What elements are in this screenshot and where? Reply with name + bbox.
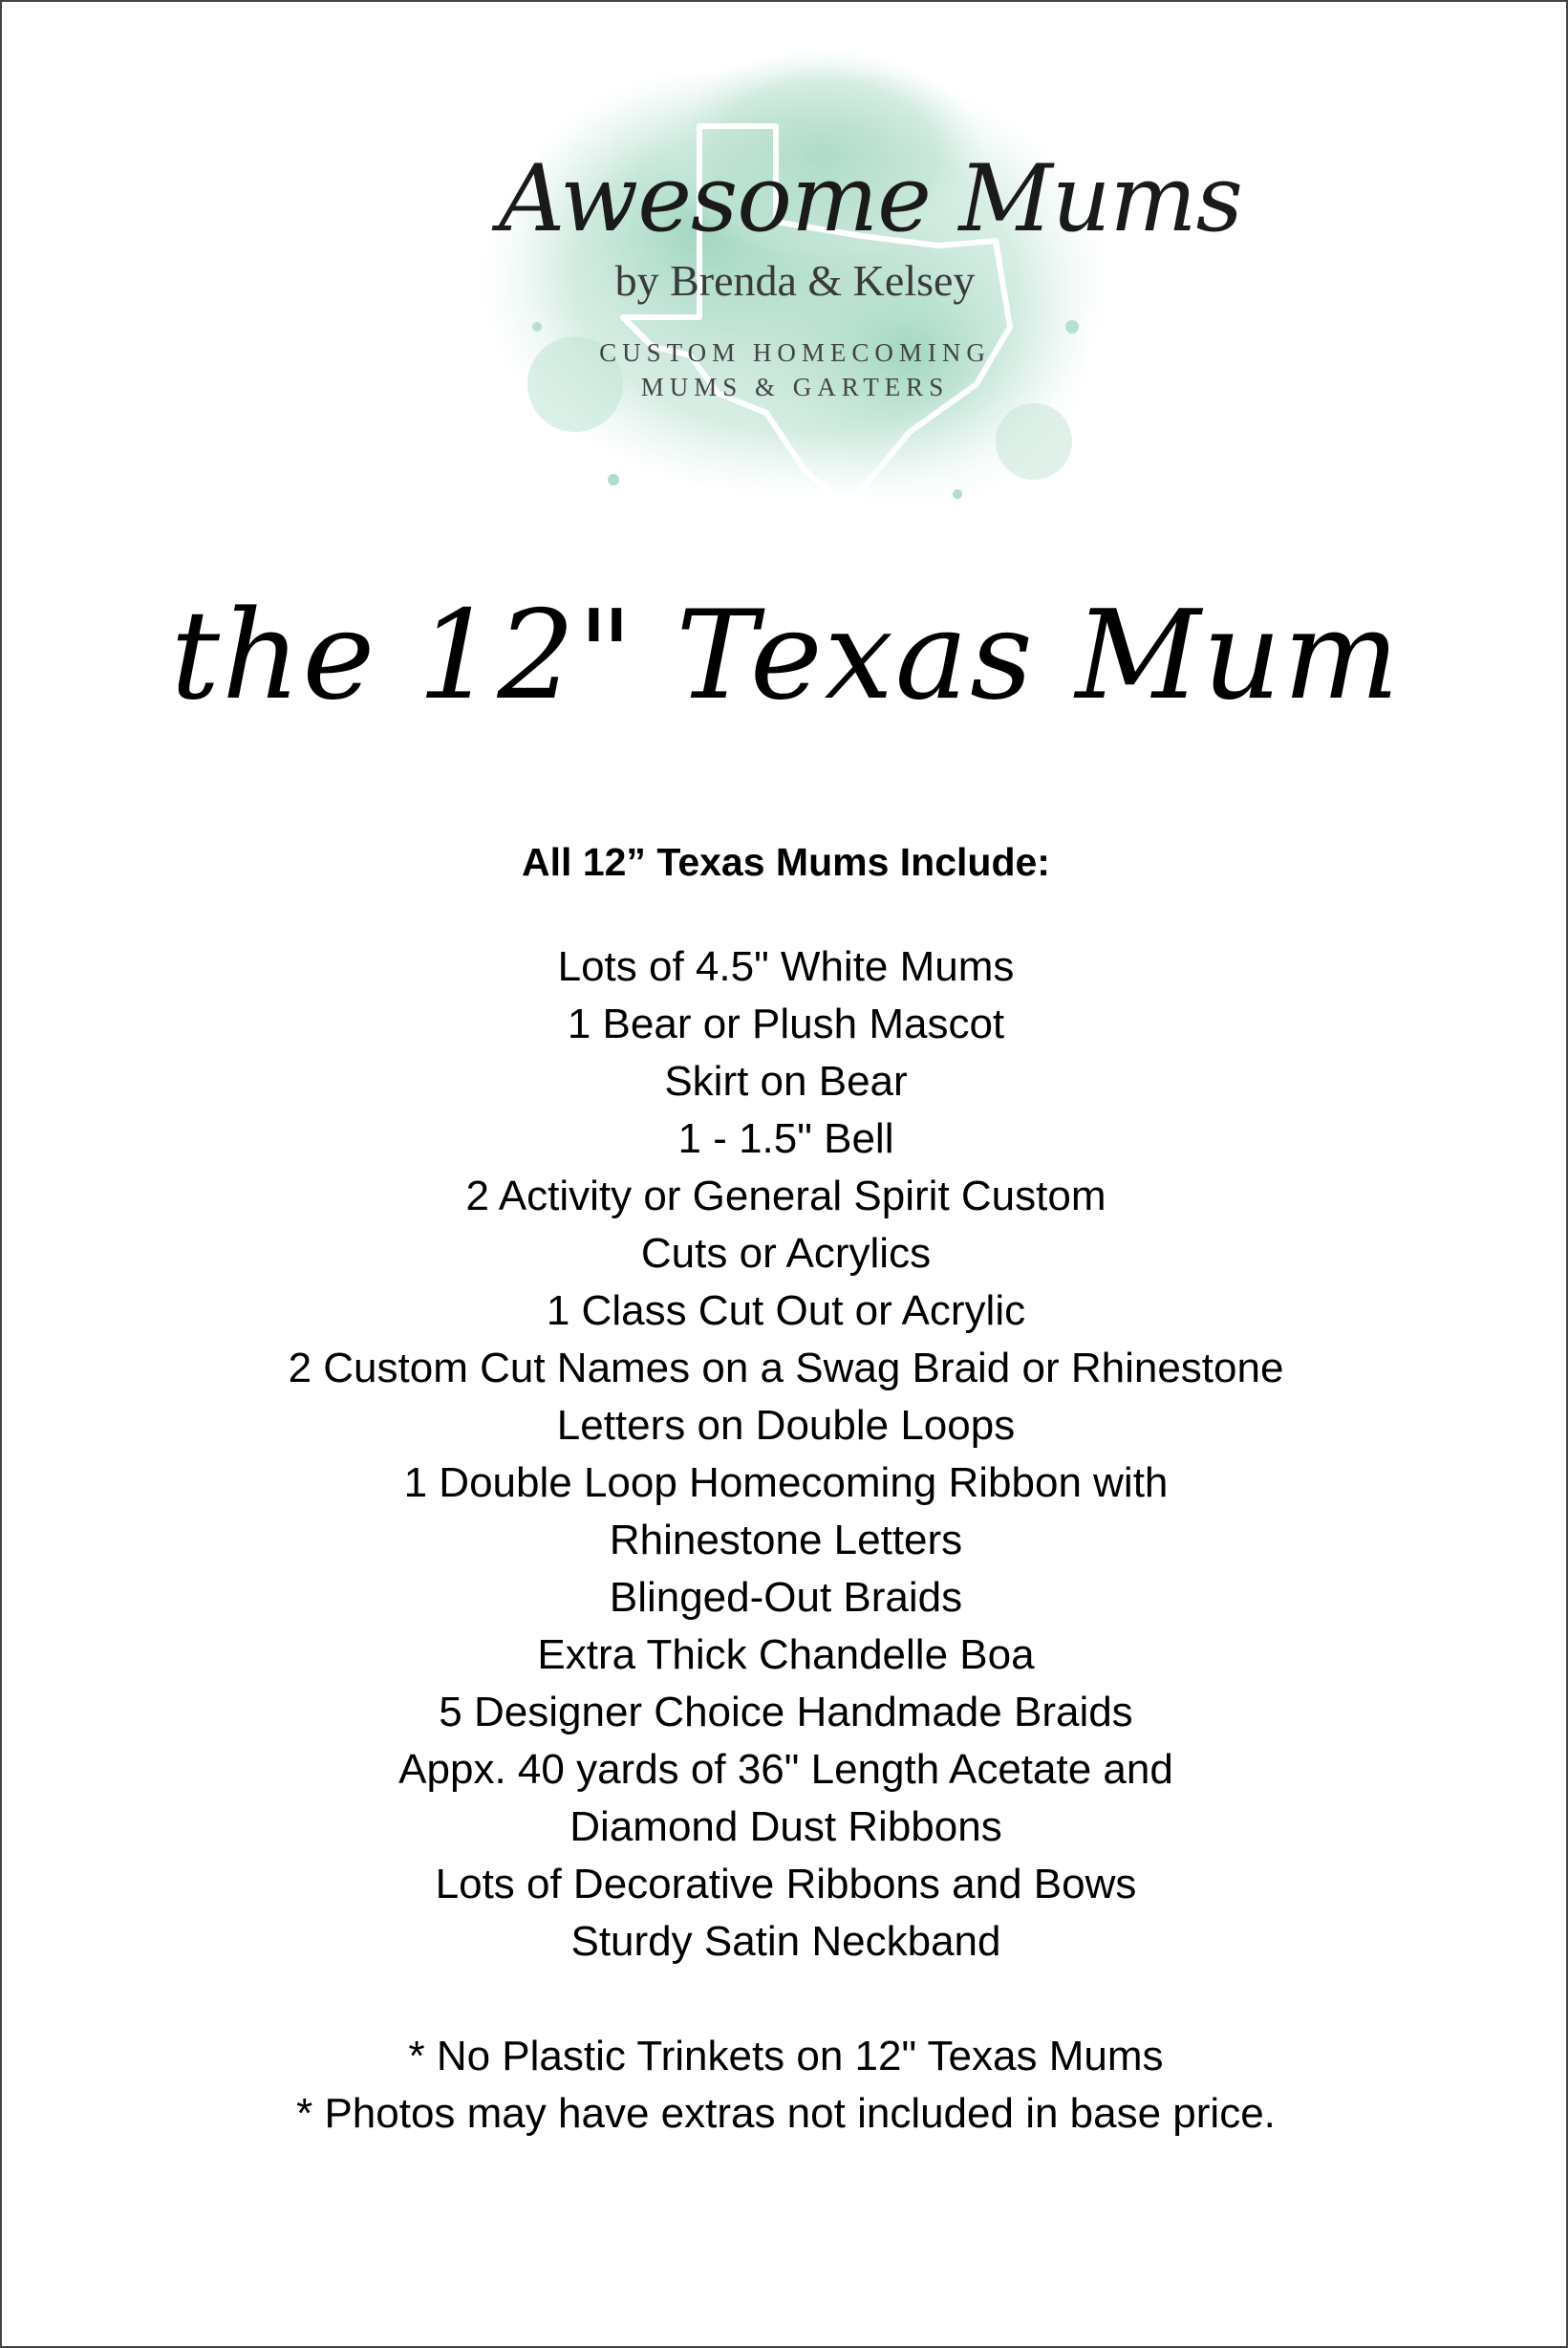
list-item: Lots of 4.5" White Mums [557, 943, 1015, 990]
includes-heading: All 12” Texas Mums Include: [522, 840, 1050, 884]
list-item: Appx. 40 yards of 36" Length Acetate and [398, 1746, 1173, 1793]
list-item: Sturdy Satin Neckband [570, 1918, 1001, 1965]
includes-list [2, 938, 1568, 1971]
logo-byline: by Brenda & Kelsey [614, 256, 976, 305]
list-item: Diamond Dust Ribbons [569, 1803, 1002, 1850]
logo-title: Awesome Mums [499, 145, 1242, 252]
list-item: Blinged-Out Braids [609, 1574, 963, 1621]
page-title: the 12" Texas Mum [170, 585, 1402, 727]
content-block [2, 833, 1568, 2143]
list-item: Skirt on Bear [664, 1058, 908, 1105]
footnote: * Photos may have extras not included in base price. [296, 2090, 1276, 2137]
list-item: Rhinestone Letters [609, 1517, 963, 1563]
list-item: 1 Double Loop Homecoming Ribbon with [403, 1459, 1169, 1506]
footnotes [2, 2028, 1568, 2143]
logo-tagline-1: CUSTOM HOMECOMING [599, 338, 991, 367]
list-item: 1 Class Cut Out or Acrylic [546, 1287, 1026, 1334]
list-item: Extra Thick Chandelle Boa [537, 1631, 1035, 1678]
list-item: Cuts or Acrylics [640, 1230, 932, 1277]
footnote: * No Plastic Trinkets on 12" Texas Mums [408, 2033, 1164, 2079]
list-item: 2 Custom Cut Names on a Swag Braid or Rhinestone [288, 1345, 1284, 1391]
list-item: Letters on Double Loops [556, 1402, 1016, 1449]
list-item: 2 Activity or General Spirit Custom [465, 1173, 1106, 1219]
list-item: Lots of Decorative Ribbons and Bows [435, 1861, 1137, 1907]
list-item: 5 Designer Choice Handmade Braids [439, 1689, 1133, 1735]
list-item: 1 Bear or Plush Mascot [567, 1001, 1005, 1047]
brand-logo [461, 40, 1242, 556]
list-item: 1 - 1.5" Bell [677, 1115, 894, 1162]
logo-tagline-2: MUMS & GARTERS [640, 373, 950, 401]
